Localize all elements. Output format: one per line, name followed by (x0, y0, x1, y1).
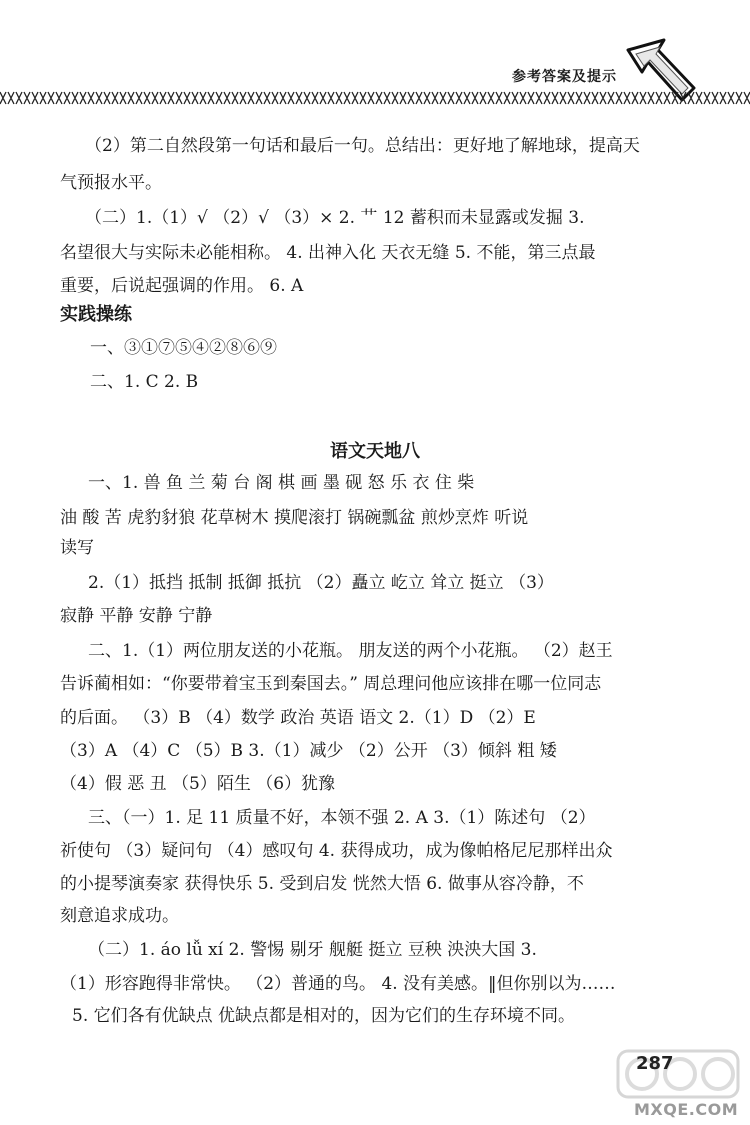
section-title: 语文天地八 (330, 441, 420, 462)
answer-line: （2）第二自然段第一句话和最后一句。总结出：更好地了解地球，提高天 (85, 136, 640, 156)
section-line: 刻意追求成功。 (60, 906, 179, 926)
practice-line: 二、1. C 2. B (90, 372, 199, 392)
cross-stitch-divider (0, 88, 750, 108)
section-line: 读写 (60, 538, 94, 558)
answer-line: 气预报水平。 (60, 173, 162, 193)
page-number: 287 (636, 1053, 674, 1074)
section-line: （3）A （4）C （5）B 3.（1）减少 （2）公开 （3）倾斜 粗 矮 (60, 741, 557, 761)
section-line: 一、1. 兽 鱼 兰 菊 台 阁 棋 画 墨 砚 怒 乐 衣 住 柴 (88, 473, 475, 493)
section-line: （4）假 恶 丑 （5）陌生 （6）犹豫 (60, 774, 336, 794)
section-line: 三、（一）1. 足 11 质量不好，本领不强 2. A 3.（1）陈述句 （2） (88, 808, 596, 828)
section-line: 2.（1）抵挡 抵制 抵御 抵抗 （2）矗立 屹立 耸立 挺立 （3） (88, 573, 554, 593)
section-line: 祈使句 （3）疑问句 （4）感叹句 4. 获得成功，成为像帕格尼尼那样出众 (60, 841, 613, 861)
section-line: 油 酸 苦 虎豹豺狼 花草树木 摸爬滚打 锅碗瓢盆 煎炒烹炸 听说 (60, 508, 529, 528)
section-line: 告诉蔺相如：“你要带着宝玉到秦国去。” 周总理问他应该排在哪一位同志 (60, 674, 602, 694)
section-line: 5. 它们各有优缺点 优缺点都是相对的，因为它们的生存环境不同。 (72, 1006, 576, 1026)
answer-line: （二）1.（1）√ （2）√ （3）× 2. 艹 12 蓄积而未显露或发掘 3. (85, 208, 585, 228)
section-line: 二、1.（1）两位朋友送的小花瓶。 朋友送的两个小花瓶。 （2）赵王 (88, 641, 613, 661)
section-line: 的后面。 （3）B （4）数学 政治 英语 语文 2.（1）D （2）E (60, 708, 536, 728)
watermark-text: MXQE.COM (634, 1100, 739, 1119)
section-line: （1）形容跑得非常快。 （2）普通的鸟。 4. 没有美感。‖但你别以为…… (60, 974, 616, 994)
section-line: （二）1. áo lǚ xí 2. 警惕 剔牙 舰艇 挺立 豆秧 泱泱大国 3. (88, 940, 537, 960)
answer-line: 重要，后说起强调的作用。 6. A (60, 276, 304, 296)
header-label: 参考答案及提示 (512, 69, 617, 85)
section-line: 寂静 平静 安静 宁静 (60, 606, 213, 626)
section-line: 的小提琴演奏家 获得快乐 5. 受到启发 恍然大悟 6. 做事从容冷静，不 (60, 874, 584, 894)
practice-heading: 实践操练 (60, 304, 132, 325)
practice-line: 一、③①⑦⑤④②⑧⑥⑨ (90, 338, 277, 358)
answer-line: 名望很大与实际未必能相称。 4. 出神入化 天衣无缝 5. 不能，第三点最 (60, 243, 596, 263)
